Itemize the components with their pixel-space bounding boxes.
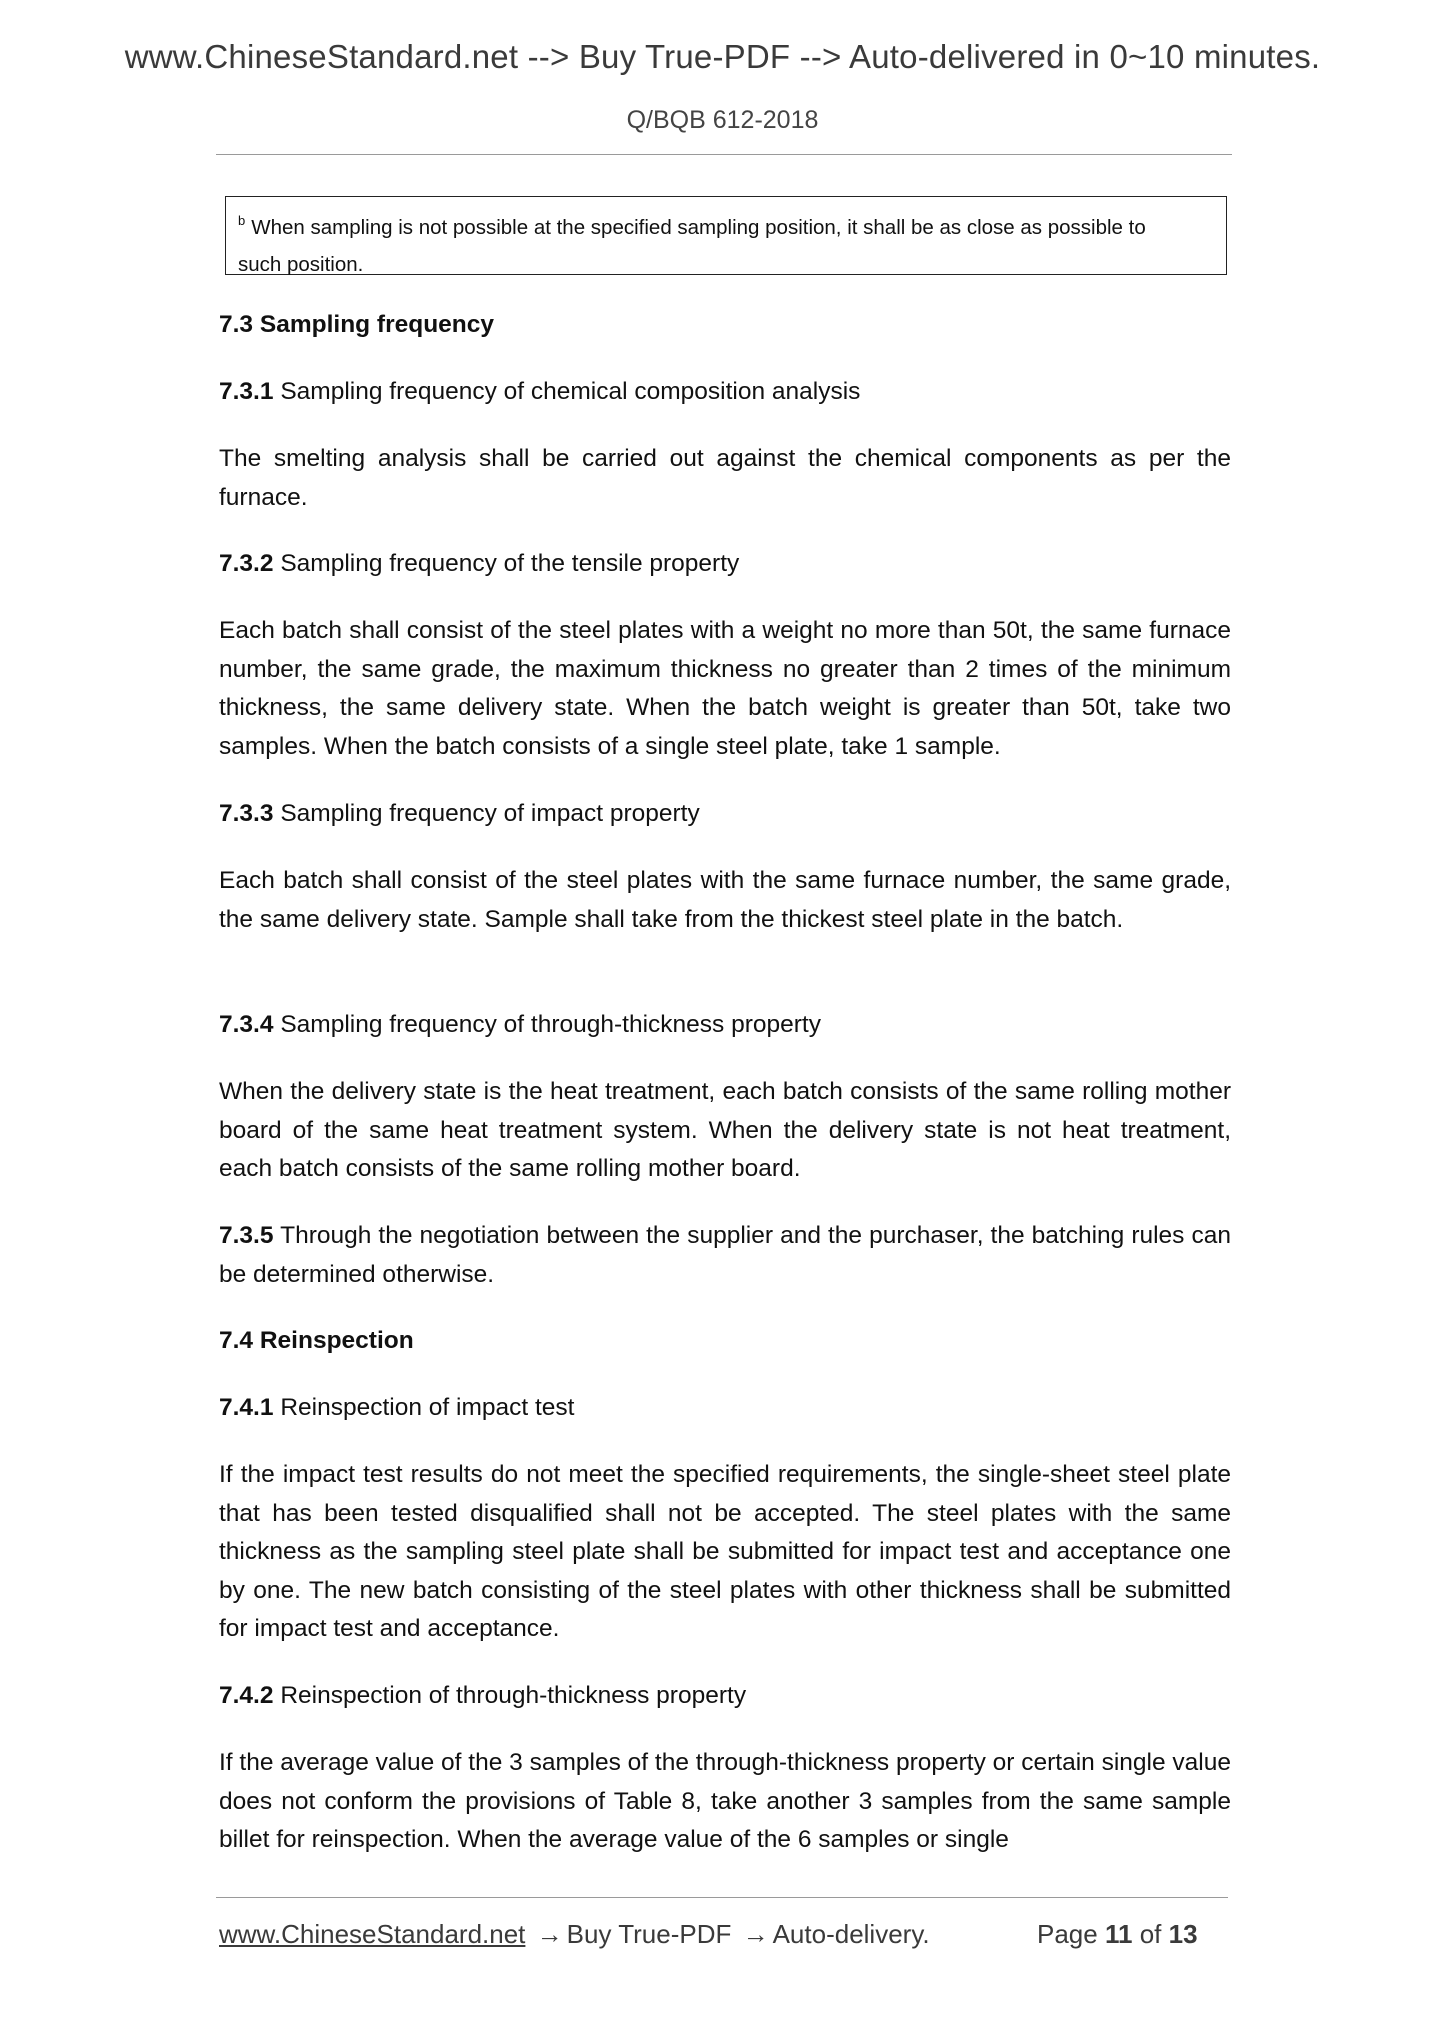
- paragraph-7-4-1: If the impact test results do not meet the specified requirements, the single-sheet steel plate that has been tested disqualified shall not be accepted. The steel plates with the same thickness as the sampling steel plate shall be submitted for impact test and acceptance one by one. The new batch consisting of the steel plates with other thickness shall be submitted for impact test and acceptance.: [219, 1461, 1231, 1642]
- subsection-heading-7-3-2: [219, 545, 739, 584]
- footnote-line-2: such position.: [238, 253, 364, 276]
- arrow-right-icon: →: [742, 1919, 769, 1949]
- arrow-right-icon: →: [536, 1919, 563, 1949]
- subsection-title: Sampling frequency of through-thickness property: [280, 1011, 821, 1038]
- section-heading-7-4: 7.4 Reinspection: [219, 1327, 414, 1354]
- of-label: of: [1139, 1919, 1162, 1949]
- subsection-number: 7.3.4: [219, 1011, 274, 1038]
- subsection-number: 7.4.1: [219, 1394, 274, 1421]
- subsection-number: 7.3.1: [219, 378, 274, 405]
- page-number: [1037, 1919, 1198, 1950]
- footer-buy-text: Buy True-PDF: [566, 1919, 732, 1949]
- paragraph-7-3-2: Each batch shall consist of the steel plates with a weight no more than 50t, the same furnace number, the same grade, the maximum thickness no greater than 2 times of the minimum thickness, the same delivery state. When the batch weight is greater than 50t, take two samples. When the batch consists of a single steel plate, take 1 sample.: [219, 617, 1231, 760]
- header-divider: [216, 154, 1232, 155]
- section-heading-7-3: 7.3 Sampling frequency: [219, 311, 495, 338]
- paragraph-7-4-2: If the average value of the 3 samples of the through-thickness property or certain single value does not conform the provisions of Table 8, take another 3 samples from the same sample billet for reinspection. When the average value of the 6 samples or single: [219, 1749, 1231, 1853]
- subsection-number: 7.3.5: [219, 1222, 274, 1249]
- subsection-heading-7-3-4: [219, 1006, 821, 1045]
- subsection-heading-7-4-2: [219, 1677, 746, 1716]
- subsection-number: 7.4.2: [219, 1682, 274, 1709]
- subsection-number: 7.3.2: [219, 550, 274, 577]
- subsection-title: Reinspection of impact test: [280, 1394, 575, 1421]
- footnote-marker: b: [238, 213, 246, 229]
- subsection-title: Sampling frequency of the tensile property: [280, 550, 740, 577]
- subsection-number: 7.3.3: [219, 800, 274, 827]
- table-footnote-box: [225, 196, 1227, 275]
- subsection-heading-7-3-1: [219, 373, 860, 412]
- paragraph-7-3-4: When the delivery state is the heat treatment, each batch consists of the same rolling mother board of the same heat treatment system. When the delivery state is not heat treatment, each batch consists of the same rolling mother board.: [219, 1078, 1231, 1182]
- paragraph-7-3-5: [219, 1217, 1231, 1294]
- footer-promo: [219, 1919, 930, 1950]
- subsection-title: Sampling frequency of impact property: [280, 800, 700, 827]
- subsection-heading-7-4-1: [219, 1389, 574, 1428]
- footer-site-link[interactable]: www.ChineseStandard.net: [219, 1919, 526, 1949]
- paragraph-7-3-3: Each batch shall consist of the steel plates with the same furnace number, the same grade, the same delivery state. Sample shall take from the thickest steel plate in the batch.: [219, 867, 1231, 933]
- document-code: Q/BQB 612-2018: [626, 106, 819, 134]
- subsection-heading-7-3-3: [219, 795, 700, 834]
- header-banner: www.ChineseStandard.net --> Buy True-PDF --> Auto-delivered in 0~10 minutes.: [124, 38, 1321, 75]
- page-current: 11: [1104, 1919, 1133, 1949]
- footer-divider: [216, 1897, 1228, 1898]
- subsection-title: Sampling frequency of chemical composition analysis: [280, 378, 861, 405]
- subsection-title: Reinspection of through-thickness property: [280, 1682, 747, 1709]
- page-total: 13: [1168, 1919, 1198, 1949]
- footnote-line-1: When sampling is not possible at the specified sampling position, it shall be as close as possible to: [251, 216, 1146, 239]
- footer-auto-text: Auto-delivery.: [772, 1919, 930, 1949]
- paragraph-7-3-1: The smelting analysis shall be carried out against the chemical components as per the furnace.: [219, 445, 1231, 511]
- page-label: Page: [1037, 1919, 1098, 1949]
- paragraph-text: Through the negotiation between the supplier and the purchaser, the batching rules can be determined otherwise.: [219, 1222, 1231, 1288]
